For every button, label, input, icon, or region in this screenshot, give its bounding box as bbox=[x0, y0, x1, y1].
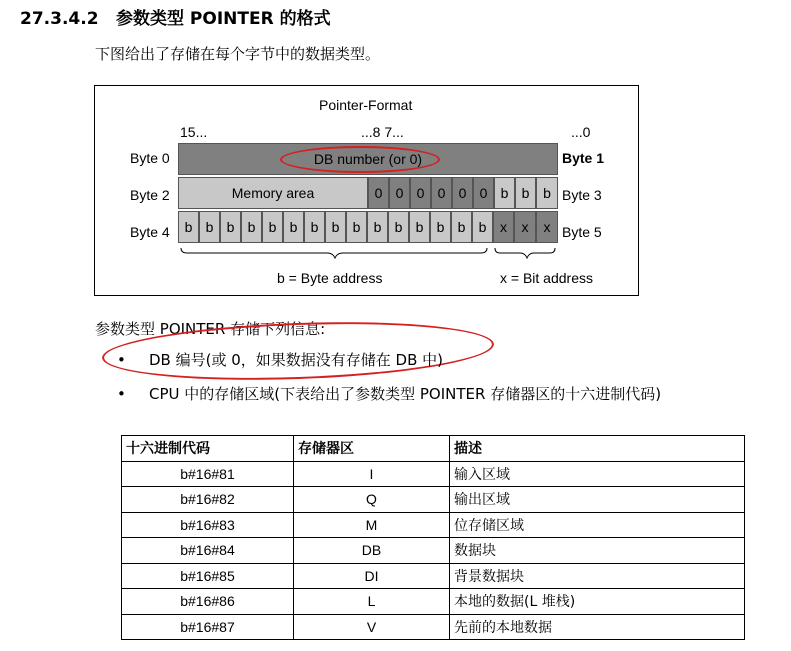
address-braces bbox=[95, 86, 640, 297]
byte-bit-cell: b bbox=[388, 211, 409, 243]
memory-area-cell: M bbox=[294, 512, 450, 538]
byte-1-label: Byte 1 bbox=[562, 150, 605, 166]
header-memory-area: 存储器区 bbox=[294, 436, 450, 462]
hex-code-cell: b#16#86 bbox=[122, 589, 294, 615]
bullet-item bbox=[117, 349, 443, 370]
db-number-label: DB number (or 0) bbox=[313, 151, 423, 167]
byte-bit-cell: b bbox=[536, 177, 558, 209]
description-cell: 输出区域 bbox=[450, 487, 745, 513]
memory-area-label: Memory area bbox=[231, 185, 315, 201]
memory-area-cell: I bbox=[294, 461, 450, 487]
table-row bbox=[122, 512, 745, 538]
byte-0-label: Byte 0 bbox=[130, 150, 170, 166]
byte-bit-cell: b bbox=[304, 211, 325, 243]
section-title: 参数类型 POINTER 的格式 bbox=[116, 9, 331, 29]
memory-area-cell: DB bbox=[294, 538, 450, 564]
zero-bit-cell: 0 bbox=[368, 177, 389, 209]
bit-address-legend: x = Bit address bbox=[500, 270, 593, 286]
zero-bit-cell: 0 bbox=[473, 177, 494, 209]
byte-bit-cell: b bbox=[494, 177, 515, 209]
byte-bit-cell: b bbox=[472, 211, 493, 243]
description-cell: 本地的数据(L 堆栈) bbox=[450, 589, 745, 615]
hex-code-cell: b#16#85 bbox=[122, 563, 294, 589]
pointer-format-diagram bbox=[94, 85, 639, 296]
bullet-dot: • bbox=[117, 351, 126, 369]
byte-bit-cell: b bbox=[262, 211, 283, 243]
zero-bit-cell: 0 bbox=[431, 177, 452, 209]
hex-code-cell: b#16#87 bbox=[122, 614, 294, 640]
table-row bbox=[122, 487, 745, 513]
memory-area-cell: L bbox=[294, 589, 450, 615]
bit-address-cell: x bbox=[536, 211, 558, 243]
memory-area-cell: DI bbox=[294, 563, 450, 589]
bullet-item bbox=[117, 383, 661, 404]
zero-bit-cell: 0 bbox=[389, 177, 410, 209]
bit-address-brace bbox=[495, 248, 555, 258]
byte-bit-cell: b bbox=[220, 211, 241, 243]
description-cell: 位存储区域 bbox=[450, 512, 745, 538]
description-cell: 输入区域 bbox=[450, 461, 745, 487]
byte-bit-cell: b bbox=[283, 211, 304, 243]
byte-bit-cell: b bbox=[409, 211, 430, 243]
zero-bit-cell: 0 bbox=[410, 177, 431, 209]
description-cell: 背景数据块 bbox=[450, 563, 745, 589]
table-row bbox=[122, 589, 745, 615]
memory-area-cell: V bbox=[294, 614, 450, 640]
bullet-text: DB 编号(或 0，如果数据没有存储在 DB 中) bbox=[149, 351, 444, 369]
byte-address-legend: b = Byte address bbox=[277, 270, 383, 286]
memory-area-code-table bbox=[121, 435, 745, 640]
header-description: 描述 bbox=[450, 436, 745, 462]
bullet-text: CPU 中的存储区域(下表给出了参数类型 POINTER 存储器区的十六进制代码) bbox=[149, 385, 662, 403]
section-number: 27.3.4.2 bbox=[20, 9, 99, 29]
table-row bbox=[122, 563, 745, 589]
bit-label-8-7: ...8 7... bbox=[361, 124, 404, 140]
table-header-row bbox=[122, 436, 745, 462]
table-row bbox=[122, 461, 745, 487]
table-row bbox=[122, 538, 745, 564]
byte-bit-cell: b bbox=[451, 211, 472, 243]
zero-bit-cell: 0 bbox=[452, 177, 473, 209]
memory-area-cell: Q bbox=[294, 487, 450, 513]
hex-code-cell: b#16#81 bbox=[122, 461, 294, 487]
bit-label-15: 15... bbox=[180, 124, 208, 140]
bit-address-cell: x bbox=[514, 211, 536, 243]
pointer-info-text: 参数类型 POINTER 存储下列信息: bbox=[95, 320, 326, 338]
bit-label-0: ...0 bbox=[571, 124, 591, 140]
byte-5-label: Byte 5 bbox=[562, 224, 602, 240]
byte-3-label: Byte 3 bbox=[562, 187, 602, 203]
byte-bit-cell: b bbox=[346, 211, 367, 243]
description-cell: 先前的本地数据 bbox=[450, 614, 745, 640]
byte-4-label: Byte 4 bbox=[130, 224, 170, 240]
hex-code-cell: b#16#84 bbox=[122, 538, 294, 564]
description-cell: 数据块 bbox=[450, 538, 745, 564]
byte-bit-cell: b bbox=[430, 211, 451, 243]
bit-address-cell: x bbox=[493, 211, 514, 243]
table-row bbox=[122, 614, 745, 640]
hex-code-cell: b#16#83 bbox=[122, 512, 294, 538]
byte-address-brace bbox=[181, 248, 487, 258]
bullet-dot: • bbox=[117, 385, 126, 403]
byte-2-label: Byte 2 bbox=[130, 187, 170, 203]
byte-bit-cell: b bbox=[367, 211, 388, 243]
intro-text: 下图给出了存储在每个字节中的数据类型。 bbox=[95, 45, 381, 63]
section-heading bbox=[20, 4, 331, 29]
hex-code-cell: b#16#82 bbox=[122, 487, 294, 513]
byte-bit-cell: b bbox=[199, 211, 220, 243]
byte-bit-cell: b bbox=[178, 211, 199, 243]
header-hex-code: 十六进制代码 bbox=[122, 436, 294, 462]
diagram-title: Pointer-Format bbox=[319, 97, 413, 113]
byte-bit-cell: b bbox=[241, 211, 262, 243]
byte-bit-cell: b bbox=[325, 211, 346, 243]
byte-bit-cell: b bbox=[515, 177, 536, 209]
